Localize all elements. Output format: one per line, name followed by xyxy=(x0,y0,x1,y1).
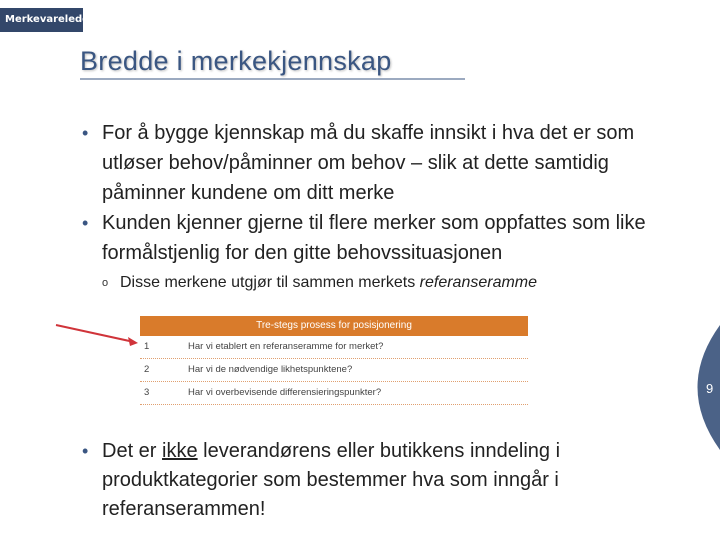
page-number-panel xyxy=(660,325,720,450)
row-question: Har vi etablert en referanseramme for merket? xyxy=(188,341,384,352)
sub-bullet-emphasis: referanseramme xyxy=(419,274,538,291)
bullet-text: Kunden kjenner gjerne til flere merker som oppfattes som like formålstjenlig for den gitte behovssituasjonen xyxy=(102,212,646,264)
table-row xyxy=(140,382,528,405)
header-tag: Merkevareledelse xyxy=(0,8,83,32)
bottom-bullet xyxy=(82,437,702,524)
circle-outline-icon: o xyxy=(102,277,109,289)
bullet-dot-icon: • xyxy=(82,213,89,233)
bottom-text-post: leverandørens eller butikkens inndeling i produktkategorier som bestemmer hva som inngår i referanserammen! xyxy=(102,440,561,520)
row-question: Har vi overbevisende differensieringspunkter? xyxy=(188,387,382,398)
row-number: 1 xyxy=(144,341,150,352)
bullet-dot-icon: • xyxy=(82,441,89,461)
row-number: 2 xyxy=(144,364,150,375)
row-question: Har vi de nødvendige likhetspunktene? xyxy=(188,364,353,375)
table-header: Tre-stegs prosess for posisjonering xyxy=(140,316,528,336)
sub-bullet-prefix: Disse merkene utgjør til sammen merkets xyxy=(120,274,416,291)
table-row xyxy=(140,336,528,359)
page-number: 9 xyxy=(706,381,714,396)
process-table xyxy=(140,316,528,403)
bullet-dot-icon: • xyxy=(82,123,89,143)
bottom-text-underlined: ikke xyxy=(162,440,198,462)
bottom-text-pre: Det er xyxy=(102,440,157,462)
row-number: 3 xyxy=(144,387,150,398)
table-row xyxy=(140,359,528,382)
slide-title: Bredde i merkekjennskap xyxy=(80,46,392,76)
bullet-text: For å bygge kjennskap må du skaffe innsikt i hva det er som utløser behov/påminner om behov – slik at dette samtidig påminner kundene om ditt merke xyxy=(102,122,635,204)
